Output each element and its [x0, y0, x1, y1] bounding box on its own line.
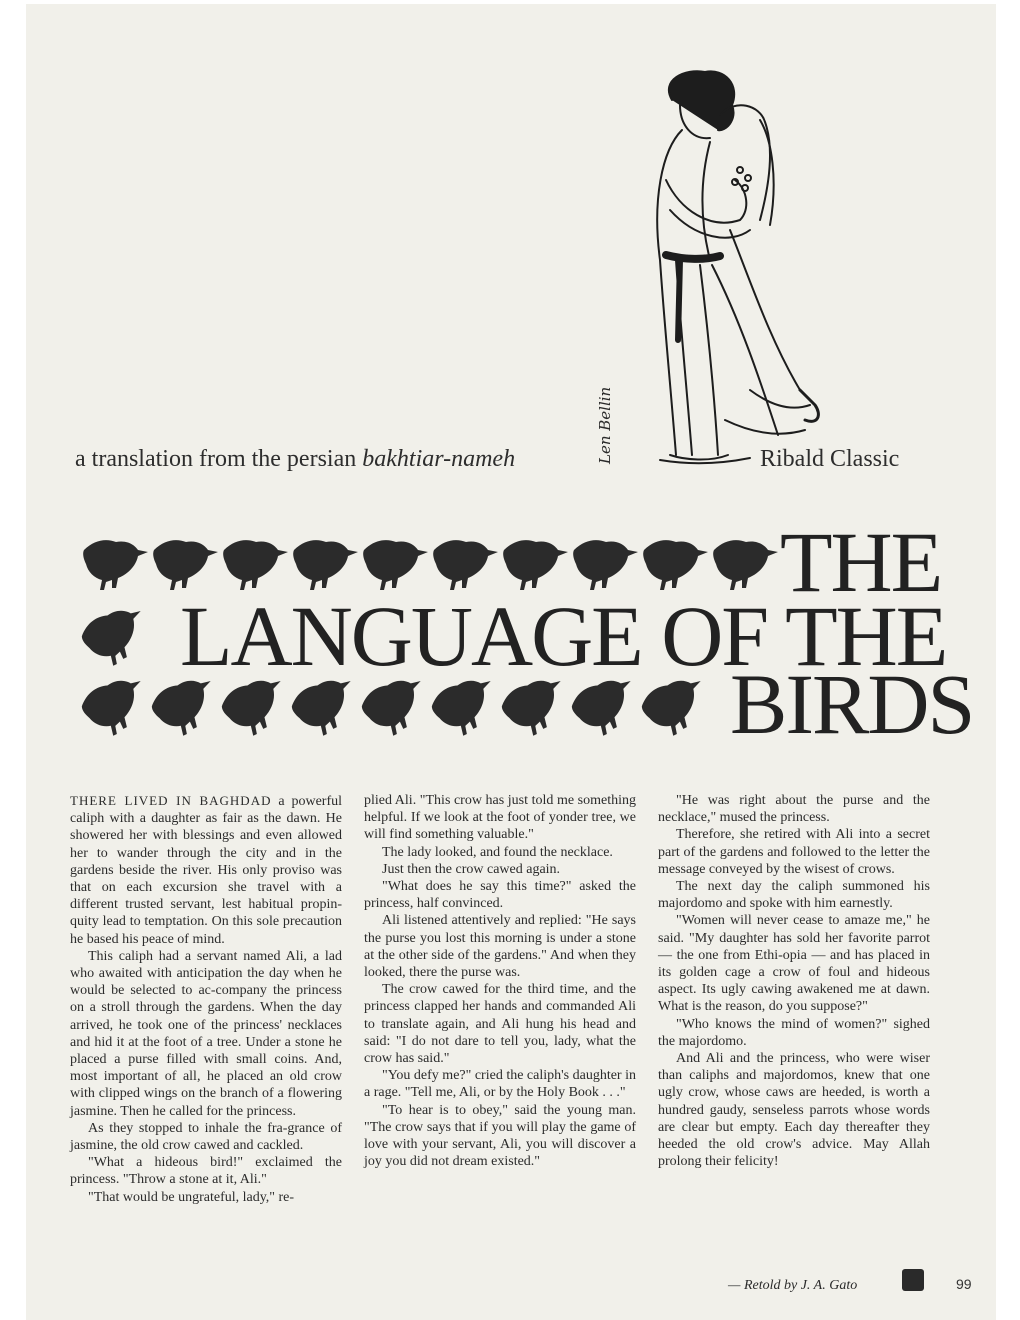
- paragraph: plied Ali. "This crow has just told me something helpful. If we look at the foot of yonder tree, we will find something valuable.": [364, 793, 636, 843]
- paragraph: Therefore, she retired with Ali into a secret part of the gardens and followed to the letter the message conveyed by the wisest of crows.: [658, 827, 930, 877]
- crow-icon: [430, 532, 500, 592]
- paragraph: "He was right about the purse and the necklace," mused the princess.: [658, 793, 930, 826]
- title-line-3: BIRDS: [730, 656, 974, 752]
- page-margin-left: [0, 0, 26, 1320]
- paragraph: This caliph had a servant named Ali, a lad who awaited with anticipation the day when he would be selected to ac-company the princess on a stroll through the gardens. When the day arrived, he took one of the princess' necklaces and hid it at the foot of a tree. Under a stone he placed a purse filled with small coins. And, most important of all, he placed an old crow with clipped wings on the branch of a flowering jasmine. Then he called for the princess.: [70, 948, 342, 1119]
- subtitle-work-title: bakhtiar-nameh: [362, 446, 516, 472]
- crow-icon: [640, 532, 710, 592]
- page-margin-top: [0, 0, 1020, 4]
- paragraph: "That would be ungrateful, lady," re-: [88, 1189, 295, 1205]
- page-number: 99: [956, 1276, 972, 1292]
- page-margin-right: [996, 0, 1020, 1320]
- paragraph: THERE LIVED IN BAGHDAD a powerful caliph with a daughter as fair as the dawn. He showered her with blessings and even allowed her to wander through the city and in the gardens beside the river. His only proviso was that on each excursion she travel with a different trusted servant, lest habitual propin-quity lead to temptation. On this sole precaution he based his peace of mind.: [70, 793, 342, 947]
- paragraph: "To hear is to obey," said the young man. "The crow says that if you will play the game of love with your servant, Ali, you will discover a joy you did not dream existed.": [364, 1102, 636, 1170]
- embracing-couple-illustration: [600, 60, 840, 480]
- crow-icon: [220, 532, 290, 592]
- paragraph: "Who knows the mind of women?" sighed the majordomo.: [658, 1016, 930, 1049]
- artist-signature: Len Bellin: [596, 386, 614, 464]
- title-row-3: [80, 656, 974, 752]
- crow-icon: [290, 532, 360, 592]
- title-line-2: LANGUAGE OF THE: [180, 588, 947, 684]
- paragraph: As they stopped to inhale the fra-grance of jasmine, the old crow cawed and cackled.: [70, 1120, 342, 1154]
- paragraph: The lady looked, and found the necklace.: [382, 844, 613, 860]
- paragraph: "What a hideous bird!" exclaimed the princess. "Throw a stone at it, Ali.": [70, 1155, 342, 1188]
- paragraph: Just then the crow cawed again.: [382, 861, 561, 877]
- crow-icon: [150, 532, 220, 592]
- paragraph: "Women will never cease to amaze me," he said. "My daughter has sold her favorite parrot — the one from Ethi-opia — and has placed in its golden cage a crow of foul and hideous aspect. Its ugly cawing awakened me at dawn. What is the reason, do you suppose?": [658, 913, 930, 1015]
- category-label: Ribald Classic: [760, 446, 900, 472]
- end-mark-icon: [902, 1269, 924, 1291]
- paragraph: And Ali and the princess, who were wiser than caliphs and majordomos, knew that one ugly crow, whose caws are heeded, is worth a hundred gaudy, senseless parrots whose words are clear but empty. Each day thereafter they heeded the old crow's advice. May Allah prolong their felicity!: [658, 1051, 930, 1170]
- crow-icon: [710, 532, 780, 592]
- crow-icon: [80, 532, 150, 592]
- crow-icon: [500, 532, 570, 592]
- paragraph: The crow cawed for the third time, and the princess clapped her hands and commanded Ali to translate again, and Ali hung his head and said: "I do not dare to tell you, lady, what the crow has said.": [364, 982, 636, 1067]
- title-line-1: THE: [780, 514, 942, 610]
- paragraph: The next day the caliph summoned his majordomo and spoke with him earnestly.: [658, 879, 930, 912]
- paragraph: Ali listened attentively and replied: "He says the purse you lost this morning is under a stone at the other side of the gardens." And when they looked, there the purse was.: [364, 913, 636, 981]
- paragraph: "You defy me?" cried the caliph's daughter in a rage. "Tell me, Ali, or by the Holy Book . . .": [364, 1068, 636, 1101]
- lead-in: THERE LIVED IN BAGHDAD: [70, 793, 272, 808]
- article-column-1: [70, 792, 342, 1206]
- article-column-3: [658, 792, 930, 1170]
- subtitle-prefix: a translation from the persian: [75, 446, 363, 472]
- paragraph: "What does he say this time?" asked the princess, half convinced.: [364, 879, 636, 912]
- crow-icon: [631, 662, 720, 746]
- article-column-2: [364, 792, 636, 1170]
- crow-icon: [360, 532, 430, 592]
- article-subtitle: [75, 446, 515, 473]
- byline: — Retold by J. A. Gato: [728, 1278, 858, 1293]
- crow-icon: [570, 532, 640, 592]
